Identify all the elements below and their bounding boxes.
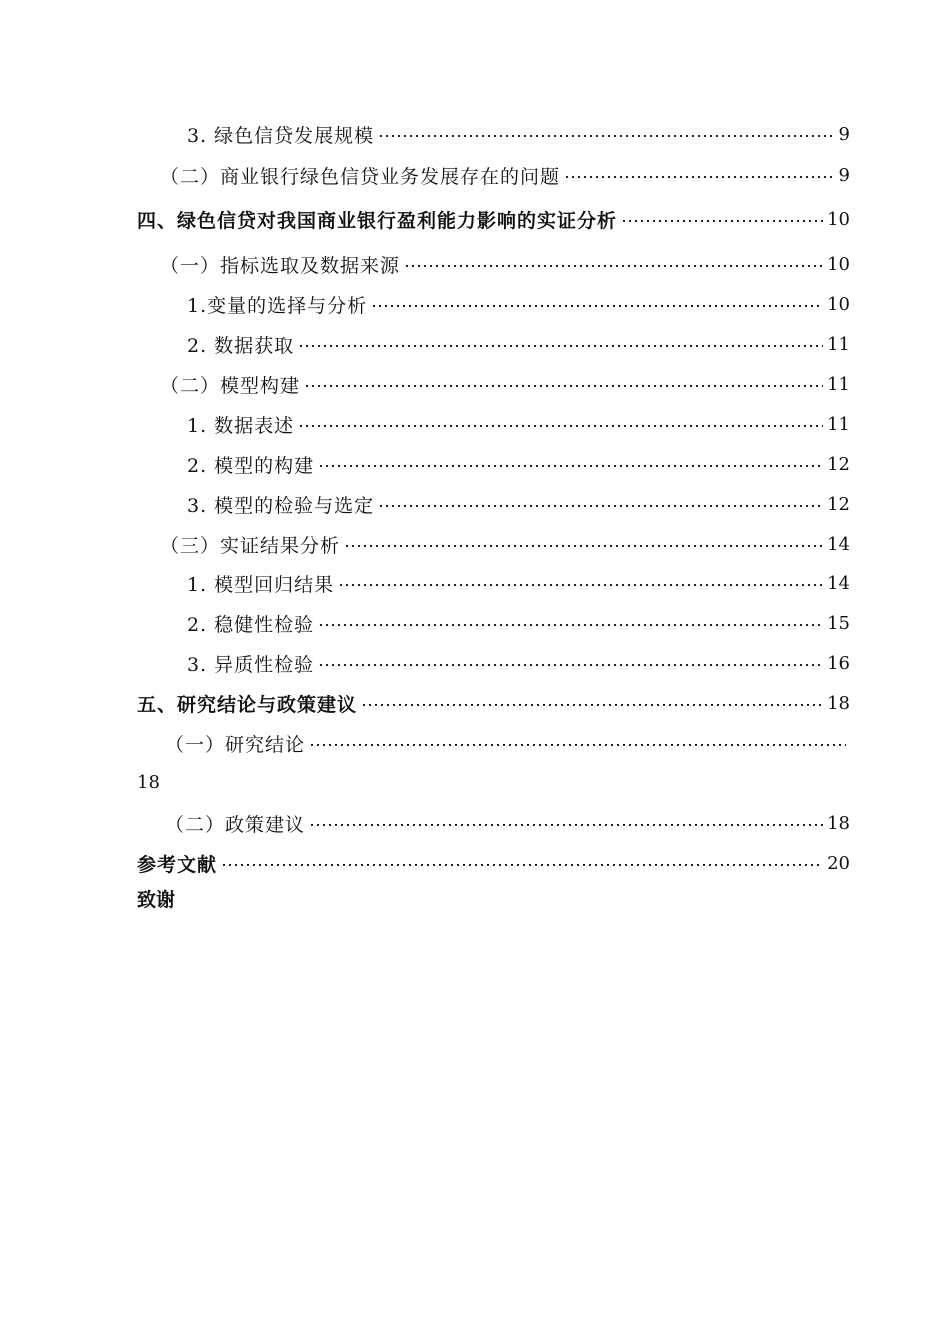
toc-entry-label: （一）研究结论 — [165, 733, 306, 756]
toc-entry-page: 10 — [827, 208, 850, 230]
toc-entry-label: 1.变量的选择与分析 — [187, 294, 368, 317]
toc-entry-page: 9 — [838, 164, 850, 186]
toc-entry-label: 2. 模型的构建 — [187, 454, 315, 477]
toc-entry-page: 14 — [827, 572, 850, 594]
toc-entry-label: 1. 模型回归结果 — [187, 573, 335, 596]
dot-leader — [564, 176, 835, 178]
toc-entry-label: （二）商业银行绿色信贷业务发展存在的问题 — [160, 165, 561, 188]
dot-leader — [344, 545, 823, 547]
toc-entry-label: 2. 稳健性检验 — [187, 613, 315, 636]
dot-leader — [309, 824, 823, 826]
dot-leader — [298, 425, 823, 427]
toc-entry-page: 18 — [827, 812, 850, 834]
toc-entry-page: 16 — [827, 652, 850, 674]
toc-entry-label: 2. 数据获取 — [187, 334, 295, 357]
toc-entry-label: 3. 异质性检验 — [187, 653, 315, 676]
toc-entry-page: 10 — [827, 253, 850, 275]
toc-entry[interactable] — [165, 729, 850, 757]
toc-entry[interactable] — [187, 569, 850, 597]
toc-entry[interactable] — [137, 205, 850, 233]
toc-entry-page: 20 — [827, 852, 850, 874]
toc-entry-page: 12 — [827, 453, 850, 475]
toc-entry[interactable] — [160, 370, 850, 398]
dot-leader — [221, 864, 823, 866]
dot-leader — [361, 704, 823, 706]
toc-entry-label: 致谢 — [137, 889, 176, 911]
toc-entry[interactable] — [160, 530, 850, 558]
toc-entry-label: 3. 模型的检验与选定 — [187, 494, 375, 517]
toc-entry-page: 9 — [838, 123, 850, 145]
toc-entry-page: 11 — [827, 333, 850, 355]
toc-entry[interactable] — [187, 490, 850, 518]
toc-entry[interactable] — [187, 450, 850, 478]
toc-entry[interactable] — [187, 609, 850, 637]
toc-entry-label: 1. 数据表述 — [187, 414, 295, 437]
dot-leader — [378, 135, 834, 137]
toc-entry-label: 四、绿色信贷对我国商业银行盈利能力影响的实证分析 — [137, 209, 618, 232]
toc-entry[interactable] — [137, 886, 175, 914]
toc-entry-page: 18 — [827, 692, 850, 714]
dot-leader — [318, 664, 823, 666]
toc-entry-label: 五、研究结论与政策建议 — [137, 693, 358, 716]
toc-entry-label: 3. 绿色信贷发展规模 — [187, 124, 375, 147]
toc-entry[interactable] — [187, 410, 850, 438]
dot-leader — [378, 505, 823, 507]
toc-entry-page: 15 — [827, 612, 850, 634]
dot-leader — [318, 465, 823, 467]
dot-leader — [338, 584, 823, 586]
toc-entry-page: 11 — [827, 373, 850, 395]
dot-leader — [404, 265, 823, 267]
dot-leader — [318, 624, 823, 626]
toc-entry[interactable] — [160, 161, 850, 189]
dot-leader — [309, 744, 846, 746]
toc-entry-page: 11 — [827, 413, 850, 435]
toc-entry[interactable] — [187, 120, 850, 148]
dot-leader — [304, 385, 823, 387]
toc-entry[interactable] — [137, 689, 850, 717]
toc-entry-label: 参考文献 — [137, 853, 218, 876]
toc-entry-label: （二）模型构建 — [160, 374, 301, 397]
toc-entry[interactable] — [165, 809, 850, 837]
toc-entry-label: （一）指标选取及数据来源 — [160, 254, 401, 277]
toc-entry[interactable] — [187, 330, 850, 358]
dot-leader — [298, 345, 823, 347]
toc-entry[interactable] — [160, 250, 850, 278]
toc-entry-label: （三）实证结果分析 — [160, 534, 341, 557]
toc-entry-label: （二）政策建议 — [165, 813, 306, 836]
toc-entry[interactable] — [187, 290, 850, 318]
toc-entry[interactable] — [137, 849, 850, 877]
toc-entry-page: 18 — [137, 772, 160, 793]
dot-leader — [621, 220, 823, 222]
toc-entry-page: 12 — [827, 493, 850, 515]
dot-leader — [371, 305, 823, 307]
toc-entry[interactable] — [187, 649, 850, 677]
toc-entry-page: 10 — [827, 293, 850, 315]
toc-entry-page: 14 — [827, 533, 850, 555]
